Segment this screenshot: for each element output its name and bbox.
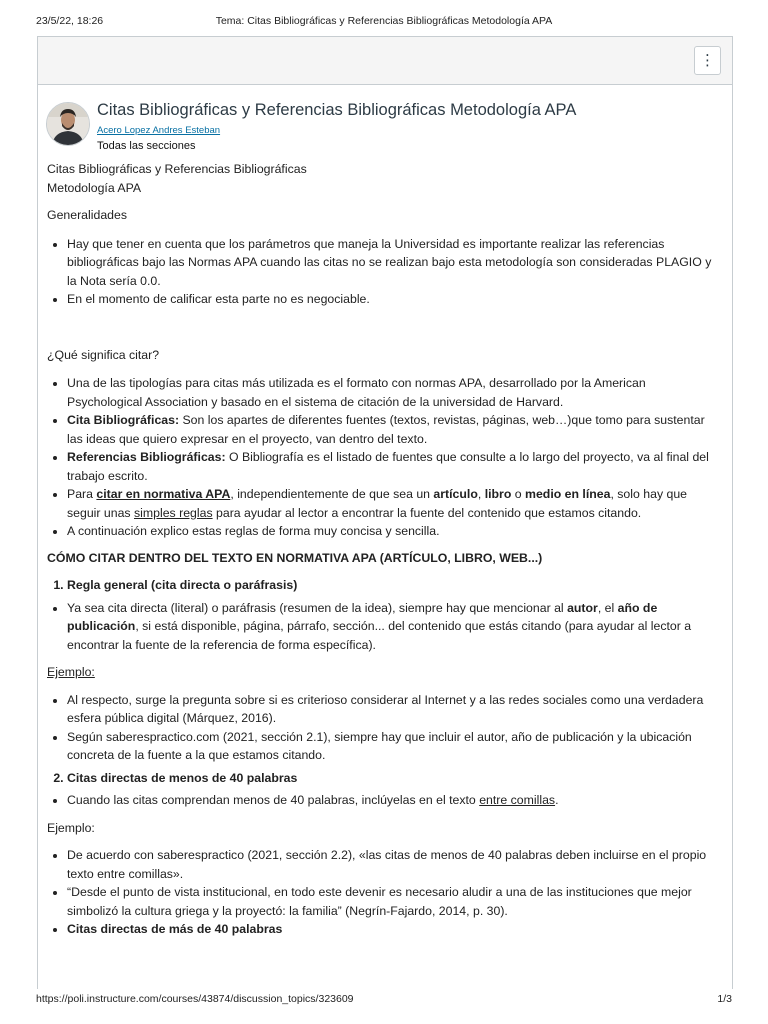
list-item: • De acuerdo con saberespractico (2021, sección 2.2), «las citas de menos de 40 palabras deben incluirse en el propio texto entre comillas». (67, 846, 723, 883)
list-item: 1. Regla general (cita directa o paráfrasis) (67, 576, 723, 595)
term-label: Cita Bibliográficas: (67, 413, 180, 427)
topic-body (38, 160, 732, 939)
print-title: Tema: Citas Bibliográficas y Referencias Bibliográficas Metodología APA (215, 15, 553, 27)
text-run: libro (484, 487, 512, 501)
list-item (67, 485, 723, 522)
section-heading: CÓMO CITAR DENTRO DEL TEXTO EN NORMATIVA APA (ARTÍCULO, LIBRO, WEB...) (47, 550, 543, 565)
list-item: • Citas directas de más de 40 palabras (67, 920, 723, 939)
text-run: , independientemente de que sea un (230, 487, 434, 501)
text-run: , (477, 487, 485, 501)
author-link[interactable]: Acero Lopez Andres Esteban (97, 125, 221, 136)
text-run: Cuando las citas comprendan menos de 40 palabras, inclúyelas en el texto (67, 793, 480, 807)
list-item: • Al respecto, surge la pregunta sobre si es criterioso considerar al Internet y a las redes sociales como una verdadera esfera pública digital (Márquez, 2016). (67, 691, 723, 728)
list-item (67, 411, 723, 448)
citar-list (47, 374, 723, 541)
text-run: . (555, 793, 559, 807)
list-item: • Hay que tener en cuenta que los parámetros que maneja la Universidad es importante realizar las referencias bibliográficas bajo las Normas APA cuando las citas no se realizan bajo esta metodología son consideradas PLAGIO y la Nota sería 0.0. (67, 235, 723, 291)
topic-title: Citas Bibliográficas y Referencias Bibliográficas Metodología APA (97, 101, 577, 119)
text-run: para ayudar al lector a encontrar la fuente del contenido que estamos citando. (212, 505, 642, 520)
text-run: , solo hay que seguir unas (67, 487, 688, 520)
text-run: año de publicación (67, 600, 658, 633)
more-options-icon[interactable]: ⋮ (694, 46, 721, 75)
list-item: • Según saberespractico.com (2021, sección 2.1), siempre hay que incluir el autor, año de publicación y la ubicación concreta de la fuente a la que estamos citando. (67, 728, 723, 765)
text-run: , el (597, 600, 618, 615)
topic-header (38, 100, 732, 160)
rules-list (47, 769, 723, 788)
menos-list (47, 791, 723, 810)
list-item (67, 448, 723, 485)
text-run: Ya sea cita directa (literal) o paráfrasis (resumen de la idea), siempre hay que mencionar al (67, 600, 568, 615)
section-heading: ¿Qué significa citar? (47, 347, 160, 362)
example-label: Ejemplo: (47, 665, 95, 679)
list-item: • En el momento de calificar esta parte no es negociable. (67, 290, 723, 309)
term-definition: Son los apartes de diferentes fuentes (textos, revistas, páginas, web…)que tomo para sustentar las ideas que quiero expresar en el proyecto, van dentro del texto. (67, 413, 705, 446)
regla-list (47, 599, 723, 655)
print-date: 23/5/22, 18:26 (36, 15, 104, 27)
example-list (47, 846, 723, 939)
discussion-toolbar (38, 37, 732, 85)
generalidades-list (47, 235, 723, 309)
text-run: Para (67, 487, 97, 501)
print-url: https://poli.instructure.com/courses/43874/discussion_topics/323609 (36, 993, 354, 1005)
list-item (67, 599, 723, 655)
link-text[interactable]: simples reglas (134, 505, 213, 520)
term-definition: O Bibliografía es el listado de fuentes que consulte a lo largo del proyecto, va al final del trabajo escrito. (67, 450, 709, 483)
text-run: medio en línea (525, 487, 611, 501)
list-item (67, 791, 723, 810)
intro-line: Metodología APA (47, 180, 142, 195)
print-header (0, 15, 768, 31)
rules-list (47, 576, 723, 595)
text-run: artículo (433, 487, 478, 501)
discussion-frame (37, 36, 733, 989)
intro-line: Citas Bibliográficas y Referencias Bibliográficas (47, 162, 307, 176)
text-run: autor (567, 600, 598, 615)
page-number: 1/3 (717, 993, 732, 1005)
example-list (47, 691, 723, 765)
link-text[interactable]: entre comillas (479, 793, 556, 807)
list-item: • A continuación explico estas reglas de forma muy concisa y sencilla. (67, 522, 723, 541)
avatar[interactable] (46, 102, 90, 146)
list-item: 2. Citas directas de menos de 40 palabras (67, 769, 723, 788)
list-item: • “Desde el punto de vista institucional, en todo este devenir es necesario aludir a una de las instituciones que mejor simbolizó la cultura griega y la proyectó: la familia” (Negrín-Fajardo, 2014, p. 30). (67, 883, 723, 920)
text-run: , si está disponible, página, párrafo, sección... del contenido que estás citando (para ayudar al lector a encontrar la fuente de la referencia de forma específica). (67, 619, 692, 652)
example-label: Ejemplo: (47, 820, 95, 835)
list-item: • Una de las tipologías para citas más utilizada es el formato con normas APA, desarrollado por la American Psychological Association y basado en el sistema de citación de la universidad de Harvard. (67, 374, 723, 411)
text-run: o (511, 487, 526, 501)
section-heading: Generalidades (47, 208, 127, 222)
term-label: Referencias Bibliográficas: (67, 450, 226, 464)
link-text[interactable]: citar en normativa APA (96, 487, 231, 501)
sections-label: Todas las secciones (97, 140, 196, 152)
